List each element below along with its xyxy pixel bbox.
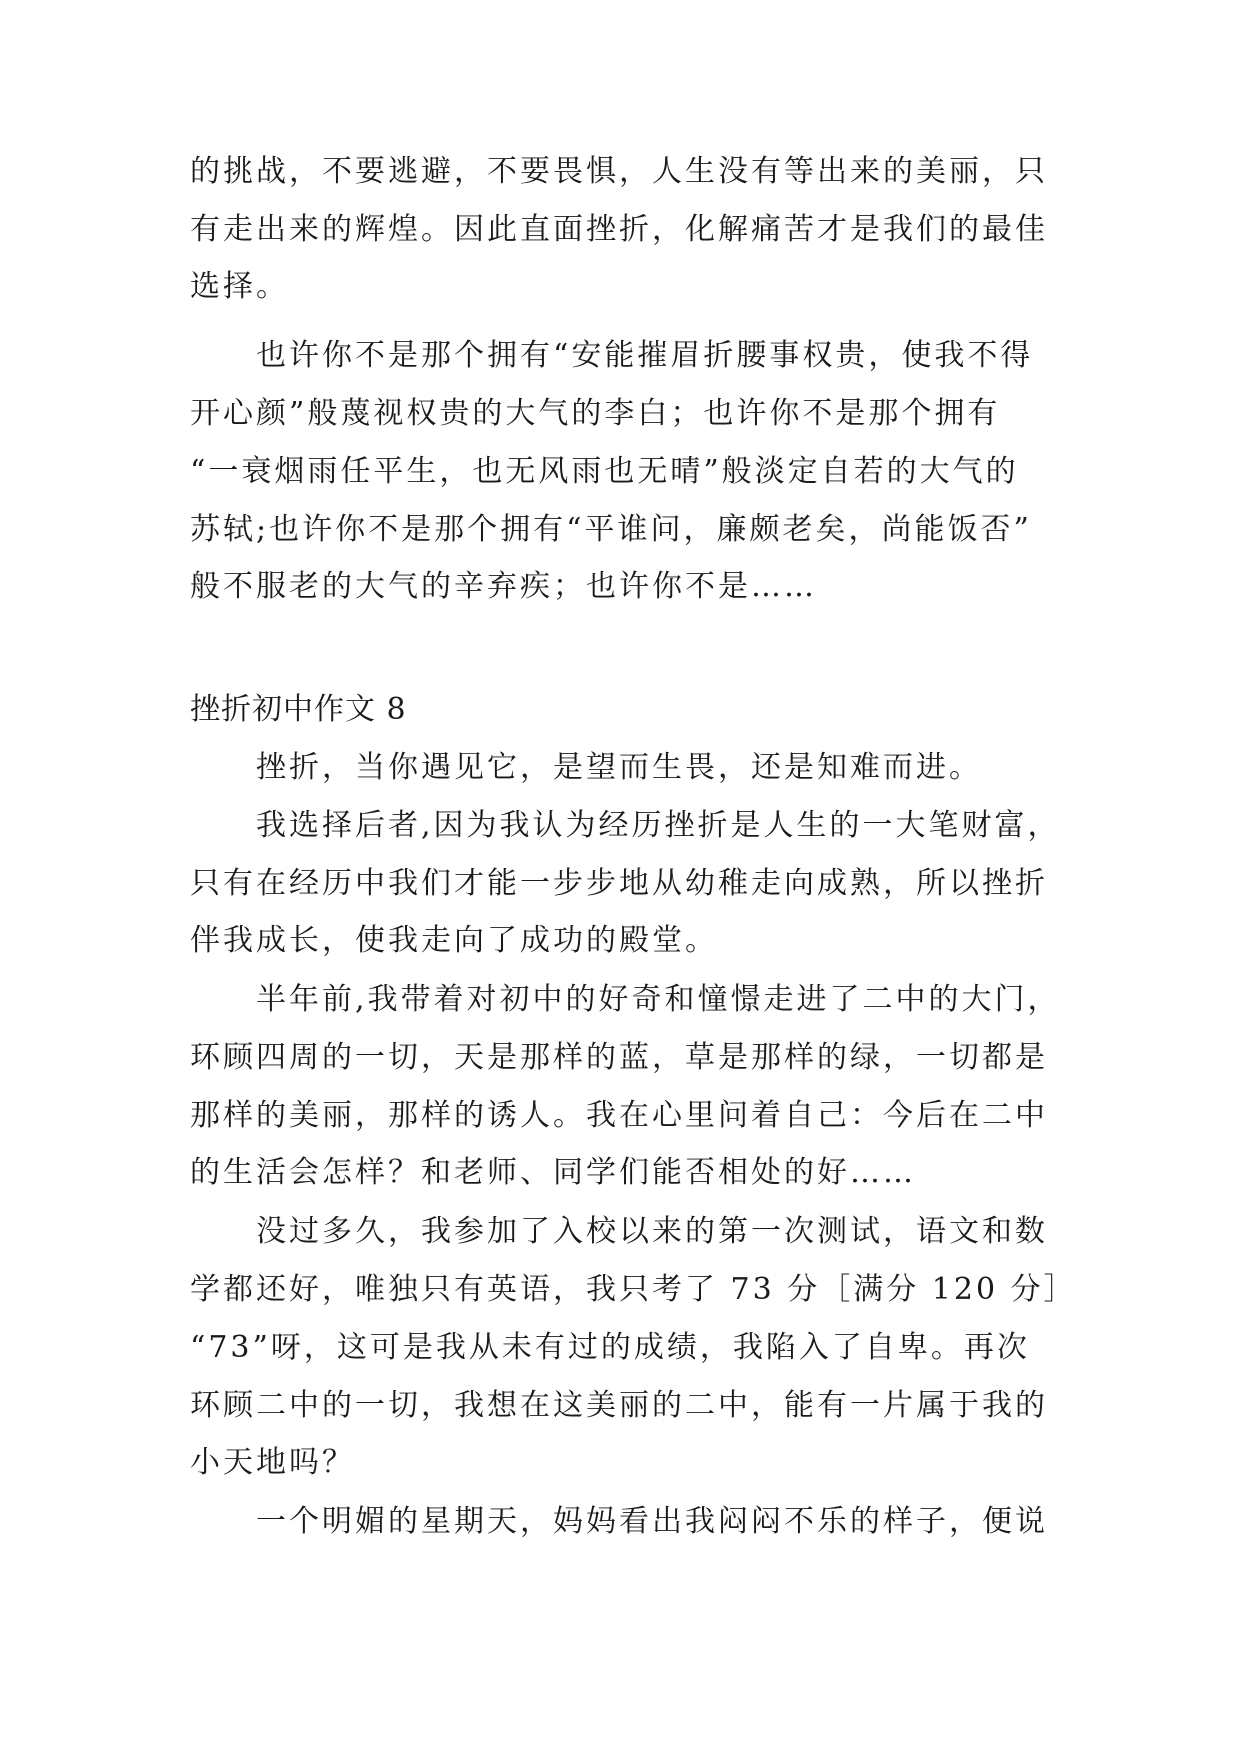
text-line: 半年前,我带着对初中的好奇和憧憬走进了二中的大门， bbox=[256, 982, 1061, 1017]
text-line: 也许你不是那个拥有“安能摧眉折腰事权贵，使我不得 bbox=[256, 338, 1034, 373]
text-line: 学都还好，唯独只有英语，我只考了 73 分［满分 120 分］ bbox=[190, 1272, 1077, 1307]
text-line: 苏轼;也许你不是那个拥有“平谁问，廉颇老矣，尚能饭否” bbox=[190, 512, 1032, 547]
text-line: 环顾四周的一切，天是那样的蓝，草是那样的绿，一切都是 bbox=[190, 1040, 1048, 1075]
text-line: 挫折，当你遇见它，是望而生畏，还是知难而进。 bbox=[256, 750, 982, 785]
text-line: 没过多久，我参加了入校以来的第一次测试，语文和数 bbox=[256, 1214, 1048, 1249]
text-line: 般不服老的大气的辛弃疾；也许你不是…… bbox=[190, 569, 817, 604]
text-line: 开心颜”般蔑视权贵的大气的李白；也许你不是那个拥有 bbox=[190, 396, 1001, 431]
text-line: 的挑战，不要逃避，不要畏惧，人生没有等出来的美丽，只 bbox=[190, 154, 1048, 189]
text-line: “73”呀，这可是我从未有过的成绩，我陷入了自卑。再次 bbox=[190, 1330, 1030, 1365]
text-line: 那样的美丽，那样的诱人。我在心里问着自己：今后在二中 bbox=[190, 1098, 1048, 1133]
text-line: 小天地吗？ bbox=[190, 1445, 355, 1480]
text-line: “一衰烟雨任平生，也无风雨也无晴”般淡定自若的大气的 bbox=[190, 454, 1019, 489]
text-line: 选择。 bbox=[190, 269, 289, 304]
section-heading: 挫折初中作文 8 bbox=[190, 692, 407, 727]
text-line: 环顾二中的一切，我想在这美丽的二中，能有一片属于我的 bbox=[190, 1388, 1048, 1423]
text-line: 一个明媚的星期天，妈妈看出我闷闷不乐的样子，便说 bbox=[256, 1504, 1048, 1539]
text-line: 只有在经历中我们才能一步步地从幼稚走向成熟，所以挫折 bbox=[190, 866, 1048, 901]
text-line: 有走出来的辉煌。因此直面挫折，化解痛苦才是我们的最佳 bbox=[190, 212, 1048, 247]
text-line: 的生活会怎样？和老师、同学们能否相处的好…… bbox=[190, 1155, 916, 1190]
text-line: 伴我成长，使我走向了成功的殿堂。 bbox=[190, 923, 718, 958]
text-line: 我选择后者,因为我认为经历挫折是人生的一大笔财富， bbox=[256, 808, 1061, 843]
